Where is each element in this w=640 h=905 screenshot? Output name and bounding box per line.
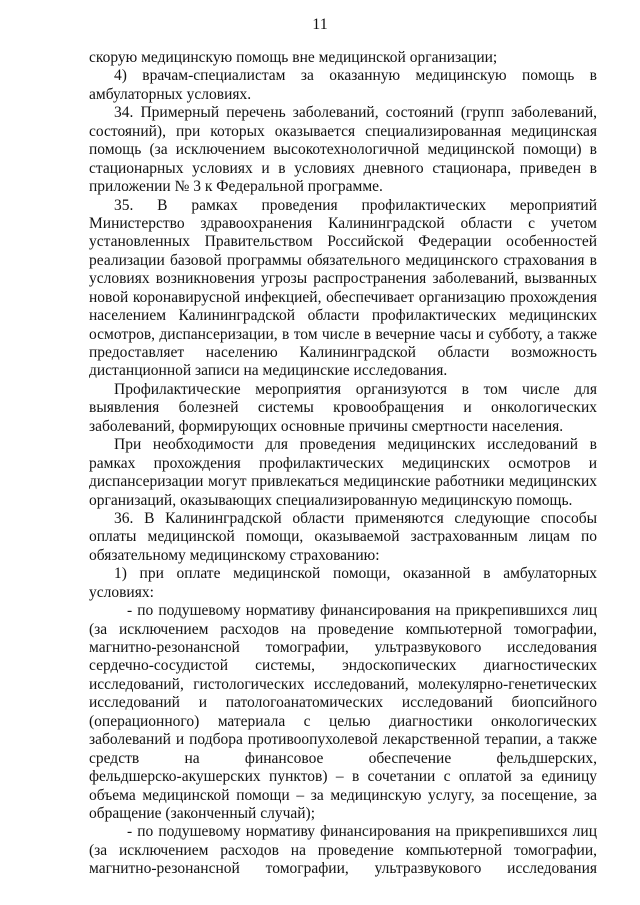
text-line: - по подушевому нормативу финансирования на прикрепившихся лиц xyxy=(127,602,597,620)
text-line: амбулаторных условиях. xyxy=(89,85,252,103)
text-line: предоставляет населению Калининградской области возможность xyxy=(89,344,597,361)
text-line: (за исключением расходов на проведение компьютерной томографии, xyxy=(89,620,597,638)
text-line: фельдшерско-акушерских пунктов) – в сочетании с оплатой за единицу xyxy=(89,768,597,786)
text-line: магнитно-резонансной томографии, ультразвукового исследования xyxy=(89,860,597,878)
document-body xyxy=(89,49,597,879)
text-line: (операционного) материала с целью диагностики онкологических xyxy=(89,712,597,730)
text-line: исследований и патологоанатомических исследований биопсийного xyxy=(89,694,597,712)
text-line: объема медицинской помощи – за медицинскую услугу, за посещение, за xyxy=(89,786,597,804)
text-line: новой коронавирусной инфекцией, обеспечивает организацию прохождения xyxy=(89,288,597,306)
text-line: средств на финансовое обеспечение фельдшерских, xyxy=(89,749,597,767)
text-line: исследований, гистологических исследований, молекулярно-генетических xyxy=(89,675,597,693)
text-line: дистанционной записи на медицинские исследования. xyxy=(89,362,448,380)
text-line: выявления болезней системы кровообращения и онкологических xyxy=(89,399,597,417)
text-line: Профилактические мероприятия организуются в том числе для xyxy=(114,380,597,398)
text-line: населением Калининградской области профилактических медицинских xyxy=(89,307,597,325)
text-line: приложении № 3 к Федеральной программе. xyxy=(89,178,383,196)
text-line: 1) при оплате медицинской помощи, оказанной в амбулаторных xyxy=(114,565,597,583)
text-line: 36. В Калининградской области применяются следующие способы xyxy=(114,509,597,527)
text-line: (за исключением расходов на проведение компьютерной томографии, xyxy=(89,841,597,859)
text-line: обязательному медицинскому страхованию: xyxy=(89,546,380,564)
text-line: рамках прохождения профилактических медицинских осмотров и xyxy=(89,454,597,472)
text-line: условиях: xyxy=(89,583,154,601)
text-line: магнитно-резонансной томографии, ультразвукового исследования xyxy=(89,639,597,656)
text-line: Министерство здравоохранения Калининградской области с учетом xyxy=(89,214,597,232)
text-line: диспансеризации могут привлекаться медицинские работники медицинских xyxy=(89,473,597,491)
text-line: осмотров, диспансеризации, в том числе в вечерние часы и субботу, а также xyxy=(89,325,597,343)
text-line: При необходимости для проведения медицинских исследований в xyxy=(114,436,597,454)
text-line: стационарных условиях и в условиях дневного стационара, приведен в xyxy=(89,159,597,177)
text-line: 35. В рамках проведения профилактических мероприятий xyxy=(114,196,597,214)
page-number: 11 xyxy=(312,16,328,33)
text-line: оплаты медицинской помощи, оказываемой застрахованным лицам по xyxy=(89,528,597,546)
text-line: сердечно-сосудистой системы, эндоскопических диагностических xyxy=(89,657,597,675)
text-line: состояний), при которых оказывается специализированная медицинская xyxy=(89,122,597,140)
text-line: скорую медицинскую помощь вне медицинской организации; xyxy=(89,49,498,66)
text-line: - по подушевому нормативу финансирования на прикрепившихся лиц xyxy=(127,823,597,841)
text-line: заболеваний и подбора противоопухолевой лекарственной терапии, а также xyxy=(89,731,597,749)
text-line: установленных Правительством Российской Федерации особенностей xyxy=(89,233,597,251)
text-line: помощь (за исключением высокотехнологичной медицинской помощи) в xyxy=(89,141,597,159)
text-line: условиях возникновения угрозы распространения заболеваний, вызванных xyxy=(89,270,597,288)
text-line: реализации базовой программы обязательного медицинского страхования в xyxy=(89,251,597,269)
text-line: 34. Примерный перечень заболеваний, состояний (групп заболеваний, xyxy=(114,104,597,122)
text-line: заболеваний, формирующих основные причины смертности населения. xyxy=(89,417,564,435)
text-line: организаций, оказывающих специализированную медицинскую помощь. xyxy=(89,491,573,509)
text-line: обращение (законченный случай); xyxy=(89,804,316,822)
text-line: 4) врачам-специалистам за оказанную медицинскую помощь в xyxy=(114,67,597,85)
